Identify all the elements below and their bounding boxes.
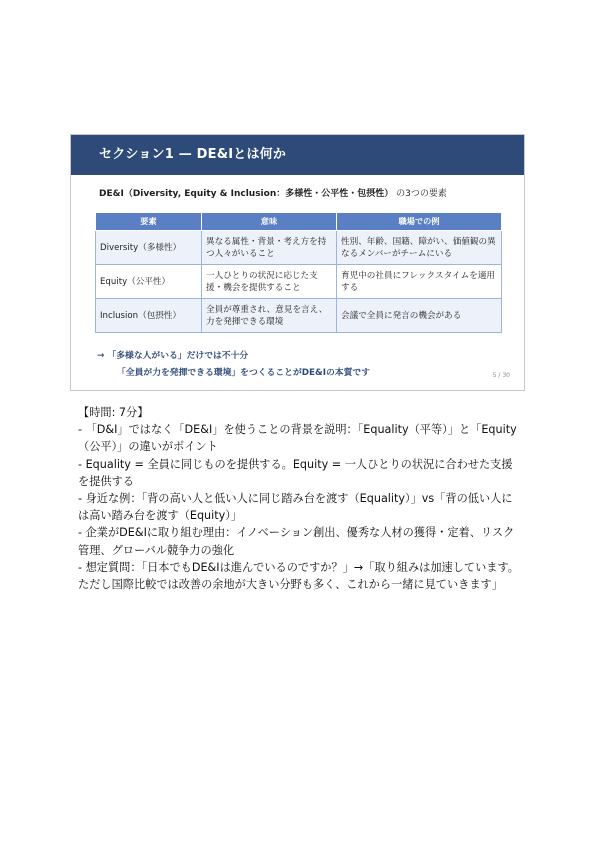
table-header-row: [96, 213, 502, 231]
table-header: 意味: [202, 213, 337, 231]
table-row: [96, 299, 502, 333]
notes-line: - 企業がDE&Iに取り組む理由：イノベーション創出、優秀な人材の獲得・定着、リスク管理、グローバル競争力の強化: [78, 526, 515, 557]
table-header: 要素: [96, 213, 202, 231]
table-cell: 育児中の社員にフレックスタイムを適用する: [337, 265, 502, 299]
key-message: [97, 348, 370, 382]
table-cell: Inclusion（包摂性）: [96, 299, 202, 333]
table-header: 職場での例: [337, 213, 502, 231]
subtitle-bold: DE&I（Diversity, Equity & Inclusion：多様性・公平性・包摂性）: [99, 189, 394, 199]
table-cell: Equity（公平性）: [96, 265, 202, 299]
notes-line: - 想定質問：「日本でもDE&Iは進んでいるのですか？」→「取り組みは加速しています。ただし国際比較では改善の余地が大きい分野も多く、これから一緒に見ていきます」: [78, 560, 519, 592]
page-number: 5 / 30: [492, 372, 510, 379]
table-row: [96, 231, 502, 265]
slide-subtitle: [99, 186, 519, 199]
slide-thumbnail: [70, 134, 525, 391]
table-cell: 会議で全員に発言の機会がある: [337, 299, 502, 333]
key-message-line1: → 「多様な人がいる」だけでは不十分: [97, 351, 249, 361]
table-cell: 一人ひとりの状況に応じた支援・機会を提供すること: [202, 265, 337, 299]
table-cell: 全員が尊重され、意見を言え、力を発揮できる環境: [202, 299, 337, 333]
notes-line: - 「D&I」ではなく「DE&I」を使うことの背景を説明：「Equality（平等）」と「Equity（公平）」の違いがポイント: [78, 423, 517, 454]
table-cell: 性別、年齢、国籍、障がい、価値観の異なるメンバーがチームにいる: [337, 231, 502, 265]
elements-table: [95, 212, 502, 333]
subtitle-rest: の3つの要素: [396, 189, 447, 199]
notes-line: 【時間: 7分】: [78, 406, 149, 419]
speaker-notes: [78, 404, 522, 593]
slide-title: セクション1 — DE&Iとは何か: [71, 135, 524, 175]
notes-line: - 身近な例：「背の高い人と低い人に同じ踏み台を渡す（Equality）」vs「背の低い人には高い踏み台を渡す（Equity）」: [78, 492, 513, 523]
key-message-line2: 「全員が力を発揮できる環境」をつくることがDE&Iの本質です: [117, 368, 370, 378]
table-cell: Diversity（多様性）: [96, 231, 202, 265]
table-row: [96, 265, 502, 299]
notes-line: - Equality = 全員に同じものを提供する。Equity = 一人ひとりの状況に合わせた支援を提供する: [78, 457, 513, 488]
table-cell: 異なる属性・背景・考え方を持つ人々がいること: [202, 231, 337, 265]
